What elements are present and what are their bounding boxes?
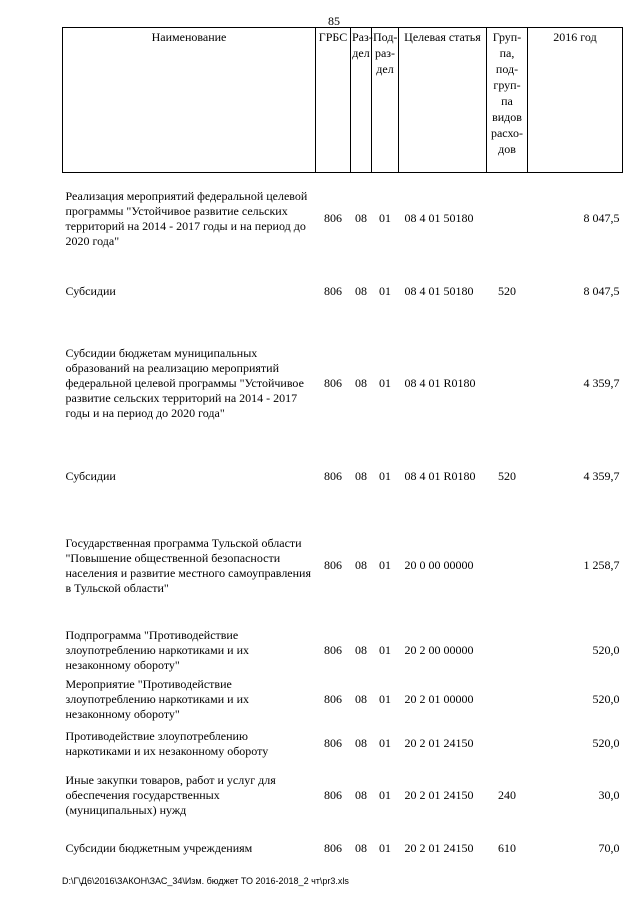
row-podrazdel: 01 [379,788,391,802]
table-row [63,265,623,319]
header-razdel: Раз-дел [351,28,372,173]
table-row [63,627,623,675]
row-target: 08 4 01 50180 [404,284,474,298]
row-name: Реализация мероприятий федеральной целевой программы "Устойчивое развитие сельских территорий на 2014 - 2017 годы и на период до 2020 года" [65,188,308,248]
row-target: 08 4 01 50180 [404,211,474,226]
row-amount: 30,0 [598,788,620,802]
row-name: Мероприятие "Противодействие злоупотреблению наркотиками и их незаконному обороту" [65,677,249,721]
row-razdel: 08 [355,469,367,483]
header-grbs: ГРБС [316,28,351,173]
row-amount: 8 047,5 [583,211,620,226]
table-row [63,675,623,725]
row-name: Государственная программа Тульской области "Повышение общественной безопасности населения и развитие местного самоуправления в Тульской области" [65,535,311,595]
row-razdel: 08 [355,643,367,657]
row-podrazdel: 01 [379,558,391,572]
row-razdel: 08 [355,841,367,855]
row-grbs: 806 [324,284,342,298]
header-podrazdel: Под-раз-дел [372,28,399,173]
row-grbs: 806 [324,376,342,390]
row-group: 610 [498,841,516,855]
row-grbs: 806 [324,558,342,572]
row-amount: 4 359,7 [583,469,620,483]
row-grbs: 806 [324,692,342,706]
row-grbs: 806 [324,788,342,802]
row-grbs: 806 [324,469,342,483]
row-grbs: 806 [324,841,342,855]
table-row [63,763,623,829]
row-podrazdel: 01 [379,469,391,483]
row-podrazdel: 01 [379,841,391,855]
row-group [487,627,528,675]
row-grbs: 806 [324,211,342,226]
row-group [487,319,528,449]
page-number: 85 [328,14,340,28]
row-razdel: 08 [355,736,367,750]
row-razdel: 08 [355,376,367,390]
row-amount: 4 359,7 [583,376,620,390]
row-target: 20 2 01 24150 [404,788,474,802]
row-amount: 8 047,5 [583,284,620,298]
row-name: Субсидии бюджетным учреждениям [65,841,253,855]
table-row [63,505,623,627]
row-target: 20 2 01 24150 [404,736,474,750]
row-name: Субсидии [65,469,116,483]
table-row [63,173,623,265]
row-grbs: 806 [324,643,342,657]
row-group [487,725,528,763]
row-target: 20 2 01 24150 [404,841,474,855]
row-group: 520 [498,284,516,298]
table-row [63,449,623,505]
row-grbs: 806 [324,736,342,750]
row-target: 20 2 01 00000 [404,692,474,706]
header-amount: 2016 год [528,28,623,173]
table-row [63,725,623,763]
header-name: Наименование [63,28,316,173]
row-target: 20 0 00 00000 [404,558,474,572]
row-target: 20 2 00 00000 [404,643,474,657]
row-amount: 70,0 [598,841,620,855]
row-group: 520 [498,469,516,483]
row-razdel: 08 [355,284,367,298]
row-amount: 520,0 [592,736,620,750]
table-row [63,829,623,869]
row-podrazdel: 01 [379,376,391,390]
table-row [63,319,623,449]
row-amount: 520,0 [592,692,620,706]
row-name: Подпрограмма "Противодействие злоупотреблению наркотиками и их незаконному обороту" [65,628,249,672]
footer-file-path: D:\Г\Д6\2016\ЗАКОН\ЗАС_34\Изм. бюджет ТО 2016-2018_2 чт\pr3.xls [62,876,349,886]
budget-table [62,27,623,869]
row-group [487,173,528,265]
header-group: Груп-па, под-груп-па видов расхо-дов [487,28,528,173]
row-razdel: 08 [355,788,367,802]
row-amount: 1 258,7 [583,558,620,572]
row-razdel: 08 [355,692,367,706]
row-podrazdel: 01 [379,692,391,706]
row-name: Субсидии бюджетам муниципальных образований на реализацию мероприятий федеральной целевой программы "Устойчивое развитие сельских территорий на 2014 - 2017 годы и на период до 2020 года" [65,346,304,420]
row-group [487,675,528,725]
row-podrazdel: 01 [379,284,391,298]
row-podrazdel: 01 [379,736,391,750]
row-name: Противодействие злоупотреблению наркотиками и их незаконному обороту [65,728,269,758]
row-razdel: 08 [355,558,367,572]
table-header-row [63,28,623,173]
row-podrazdel: 01 [379,211,391,226]
row-name: Иные закупки товаров, работ и услуг для обеспечения государственных (муниципальных) нужд [65,773,276,817]
row-name: Субсидии [65,284,116,298]
row-target: 08 4 01 R0180 [404,376,476,390]
row-amount: 520,0 [592,643,620,657]
row-target: 08 4 01 R0180 [404,469,476,483]
row-group: 240 [498,788,516,802]
row-razdel: 08 [355,211,367,226]
header-target: Целевая статья [399,28,487,173]
row-podrazdel: 01 [379,643,391,657]
row-group [487,505,528,627]
